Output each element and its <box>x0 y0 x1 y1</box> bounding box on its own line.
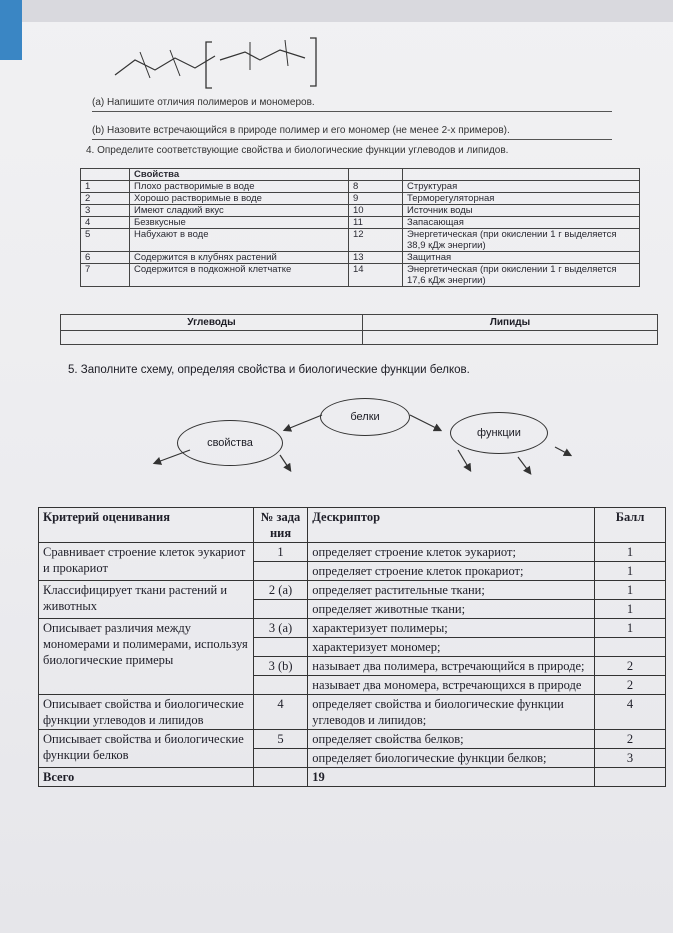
scheme-left-oval <box>177 420 283 466</box>
score-header: Балл <box>595 508 666 543</box>
answer-line[interactable] <box>92 111 612 112</box>
descriptor-cell: характеризует мономер; <box>308 638 595 657</box>
score-cell: 3 <box>595 749 666 768</box>
task-number-header: № зада ния <box>253 508 307 543</box>
score-cell <box>595 638 666 657</box>
task-number-cell: 3 (b) <box>253 657 307 676</box>
score-cell: 1 <box>595 581 666 600</box>
scheme-right-oval <box>450 412 548 454</box>
polymer-structure-figure <box>110 30 340 95</box>
task-number-cell: 5 <box>253 730 307 749</box>
task-number-cell: 1 <box>253 543 307 562</box>
criterion-cell: Описывает свойства и биологические функции белков <box>39 730 254 768</box>
descriptor-cell: называет два мономера, встречающихся в природе <box>308 676 595 695</box>
criterion-cell: Классифицирует ткани растений и животных <box>39 581 254 619</box>
blue-folder-edge <box>0 0 22 60</box>
scheme-center-label: белки <box>350 411 380 423</box>
lipids-header: Липиды <box>363 315 658 331</box>
props-row <box>81 205 640 217</box>
props-cell-f: Источник воды <box>403 205 640 217</box>
props-header: Свойства <box>130 169 349 181</box>
props-cell-n1: 3 <box>81 205 130 217</box>
props-cell-n1: 7 <box>81 264 130 287</box>
descriptor-header: Дескриптор <box>308 508 595 543</box>
props-cell-f: Структурая <box>403 181 640 193</box>
props-cell-n1: 1 <box>81 181 130 193</box>
question-3b: (b) Назовите встречающийся в природе полимер и его мономер (не менее 2-х примеров). <box>92 125 510 136</box>
criterion-cell: Описывает различия между мономерами и полимерами, используя биологические примеры <box>39 619 254 695</box>
descriptor-cell: определяет свойства и биологические функции углеводов и липидов; <box>308 695 595 730</box>
criteria-row <box>39 695 666 730</box>
total-value: 19 <box>308 768 595 787</box>
props-cell-p: Набухают в воде <box>130 229 349 252</box>
descriptor-cell: определяет животные ткани; <box>308 600 595 619</box>
scheme-left-label: свойства <box>207 437 253 449</box>
props-cell-p: Плохо растворимые в воде <box>130 181 349 193</box>
task-number-cell <box>253 749 307 768</box>
descriptor-cell: определяет биологические функции белков; <box>308 749 595 768</box>
props-cell-p: Содержится в подкожной клетчатке <box>130 264 349 287</box>
props-cell-f: Защитная <box>403 252 640 264</box>
carbs-header: Углеводы <box>61 315 363 331</box>
properties-table <box>80 168 640 287</box>
props-cell-f: Запасающая <box>403 217 640 229</box>
scheme-center-oval <box>320 398 410 436</box>
question-3a: (а) Напишите отличия полимеров и мономеров. <box>92 97 315 108</box>
props-cell-f: Энергетическая (при окислении 1 г выделяется 38,9 кДж энергии) <box>403 229 640 252</box>
task-number-cell: 4 <box>253 695 307 730</box>
props-cell-n2: 9 <box>349 193 403 205</box>
scheme-right-label: функции <box>477 427 521 439</box>
task-number-cell <box>253 562 307 581</box>
score-cell: 1 <box>595 600 666 619</box>
criteria-header: Критерий оценивания <box>39 508 254 543</box>
score-cell: 2 <box>595 657 666 676</box>
props-cell-n2: 13 <box>349 252 403 264</box>
props-cell-f: Энергетическая (при окислении 1 г выделяется 17,6 кДж энергии) <box>403 264 640 287</box>
props-cell-n2: 8 <box>349 181 403 193</box>
task-number-cell: 3 (а) <box>253 619 307 638</box>
props-row <box>81 229 640 252</box>
carbs-answer-cell[interactable] <box>61 331 363 345</box>
props-cell-p: Хорошо растворимые в воде <box>130 193 349 205</box>
descriptor-cell: определяет растительные ткани; <box>308 581 595 600</box>
descriptor-cell: определяет строение клеток эукариот; <box>308 543 595 562</box>
props-cell-n1: 6 <box>81 252 130 264</box>
descriptor-cell: характеризует полимеры; <box>308 619 595 638</box>
criterion-cell: Сравнивает строение клеток эукариот и прокариот <box>39 543 254 581</box>
criteria-row <box>39 619 666 638</box>
score-cell: 1 <box>595 543 666 562</box>
props-cell-n2: 14 <box>349 264 403 287</box>
score-cell: 1 <box>595 562 666 581</box>
props-cell-n2: 11 <box>349 217 403 229</box>
answer-line[interactable] <box>92 139 612 140</box>
task-number-cell: 2 (а) <box>253 581 307 600</box>
task-number-cell <box>253 600 307 619</box>
props-cell-n2: 10 <box>349 205 403 217</box>
criteria-row <box>39 581 666 600</box>
props-cell-n1: 5 <box>81 229 130 252</box>
criterion-cell: Описывает свойства и биологические функции углеводов и липидов <box>39 695 254 730</box>
question-4: 4. Определите соответствующие свойства и биологические функции углеводов и липидов. <box>86 145 509 156</box>
score-cell: 2 <box>595 730 666 749</box>
criteria-row <box>39 730 666 749</box>
side-margin-note <box>659 40 671 190</box>
props-cell-p: Безвкусные <box>130 217 349 229</box>
props-row <box>81 252 640 264</box>
lipids-answer-cell[interactable] <box>363 331 658 345</box>
props-row <box>81 217 640 229</box>
task-number-cell <box>253 638 307 657</box>
question-5: 5. Заполните схему, определяя свойства и биологические функции белков. <box>68 364 470 376</box>
props-cell-p: Содержится в клубнях растений <box>130 252 349 264</box>
total-label: Всего <box>39 768 254 787</box>
props-row <box>81 264 640 287</box>
score-cell: 2 <box>595 676 666 695</box>
criteria-table <box>38 507 666 787</box>
props-cell-n2: 12 <box>349 229 403 252</box>
classification-table <box>60 314 658 345</box>
props-cell-n1: 4 <box>81 217 130 229</box>
descriptor-cell: определяет свойства белков; <box>308 730 595 749</box>
descriptor-cell: называет два полимера, встречающийся в природе; <box>308 657 595 676</box>
task-number-cell <box>253 676 307 695</box>
criteria-row <box>39 543 666 562</box>
props-cell-f: Терморегуляторная <box>403 193 640 205</box>
descriptor-cell: определяет строение клеток прокариот; <box>308 562 595 581</box>
props-cell-n1: 2 <box>81 193 130 205</box>
props-cell-p: Имеют сладкий вкус <box>130 205 349 217</box>
score-cell: 4 <box>595 695 666 730</box>
props-row <box>81 193 640 205</box>
score-cell: 1 <box>595 619 666 638</box>
props-row <box>81 181 640 193</box>
top-shadow-strip <box>0 0 673 22</box>
